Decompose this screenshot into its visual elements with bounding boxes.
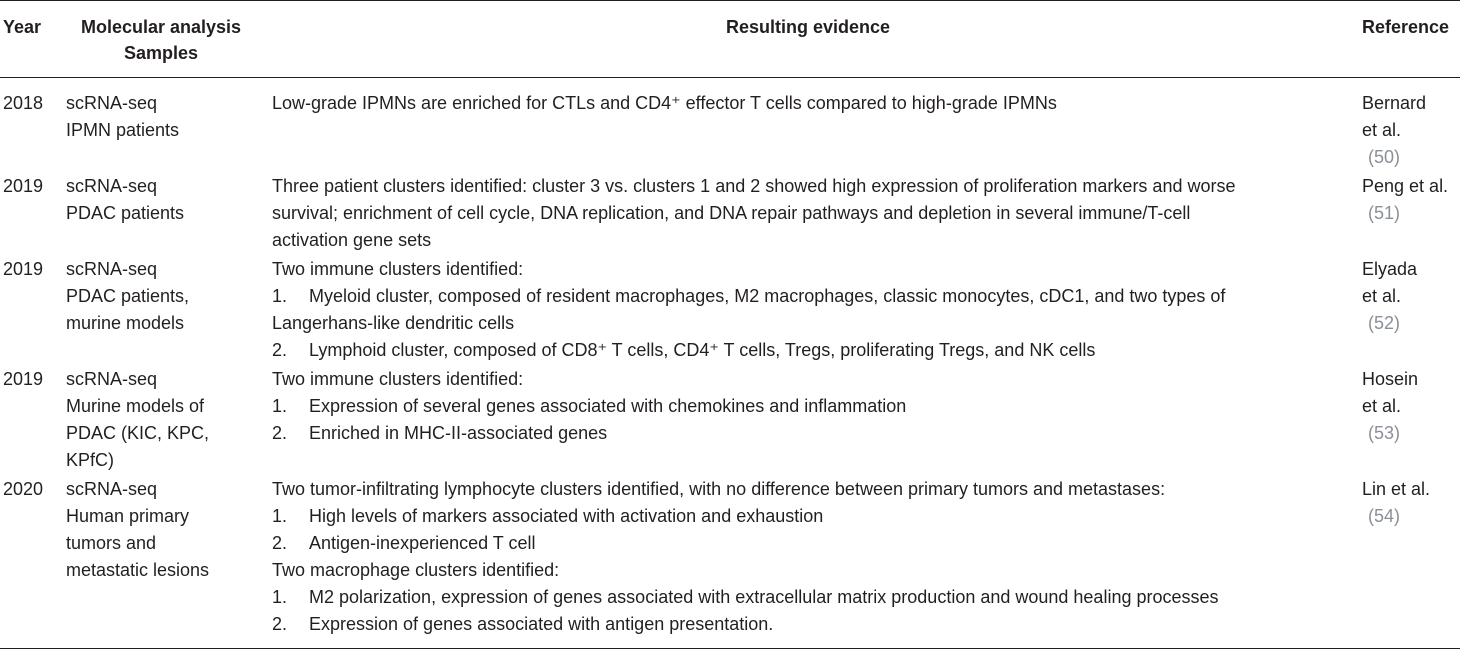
sample-line: tumors and <box>66 533 157 553</box>
citation-link[interactable]: (52) <box>1368 313 1401 333</box>
sample-line: Murine models of <box>66 396 205 416</box>
list-number: 2. <box>272 423 288 443</box>
ref-line: Elyada <box>1362 259 1418 279</box>
citation-link[interactable]: (50) <box>1368 147 1401 167</box>
row-reference <box>1362 366 1460 447</box>
list-text: Expression of several genes associated with chemokines and inflammation <box>309 396 907 416</box>
evidence-intro: Two macrophage clusters identified: <box>272 560 560 580</box>
header-year: Year <box>3 17 42 37</box>
list-item <box>272 530 1337 557</box>
row-reference <box>1362 476 1460 530</box>
citation-link[interactable]: (54) <box>1368 506 1401 526</box>
row-samples <box>66 366 256 474</box>
ref-line: Peng et al. <box>1362 176 1449 196</box>
sample-line: scRNA-seq <box>66 93 158 113</box>
list-text: Enriched in MHC-II-associated genes <box>309 423 608 443</box>
row-year: 2019 <box>3 259 44 279</box>
row-year: 2018 <box>3 93 44 113</box>
row-reference <box>1362 90 1460 171</box>
list-item <box>272 503 1337 530</box>
list-text: High levels of markers associated with activation and exhaustion <box>309 506 824 526</box>
list-item <box>272 584 1337 611</box>
row-samples <box>66 256 256 337</box>
ref-line: et al. <box>1362 396 1402 416</box>
evidence-line: Low-grade IPMNs are enriched for CTLs and CD4⁺ effector T cells compared to high-grade IPMNs <box>272 93 1057 113</box>
list-item <box>272 283 1337 310</box>
sample-line: PDAC (KIC, KPC, <box>66 423 210 443</box>
list-number: 2. <box>272 614 288 634</box>
citation-link[interactable]: (53) <box>1368 423 1401 443</box>
list-number: 1. <box>272 396 288 416</box>
header-samples-line: Samples <box>123 43 199 63</box>
row-evidence <box>272 366 1337 447</box>
ref-line: Bernard <box>1362 93 1427 113</box>
citation-link[interactable]: (51) <box>1368 203 1401 223</box>
sample-line: IPMN patients <box>66 120 180 140</box>
sample-line: KPfC) <box>66 450 115 470</box>
sample-line: murine models <box>66 313 185 333</box>
sample-line: Human primary <box>66 506 190 526</box>
list-item <box>272 420 1337 447</box>
header-rule <box>0 77 1460 78</box>
header-molecular-line: Molecular analysis <box>80 17 242 37</box>
sample-line: PDAC patients, <box>66 286 190 306</box>
list-text: Myeloid cluster, composed of resident macrophages, M2 macrophages, classic monocytes, cDC1, and two types of <box>309 286 1226 306</box>
row-evidence <box>272 476 1337 638</box>
list-number: 1. <box>272 506 288 526</box>
header-evidence: Resulting evidence <box>725 17 891 37</box>
sample-line: scRNA-seq <box>66 176 158 196</box>
row-year: 2020 <box>3 479 44 499</box>
ref-line: et al. <box>1362 286 1402 306</box>
sample-line: scRNA-seq <box>66 479 158 499</box>
evidence-line: survival; enrichment of cell cycle, DNA replication, and DNA repair pathways and depletion in several immune/T-cell <box>272 203 1191 223</box>
list-text-continued: Langerhans-like dendritic cells <box>272 313 515 333</box>
header-molecular-analysis <box>66 14 256 66</box>
row-reference <box>1362 256 1460 337</box>
list-number: 1. <box>272 587 288 607</box>
row-evidence <box>272 90 1337 117</box>
sample-line: PDAC patients <box>66 203 185 223</box>
list-number: 2. <box>272 533 288 553</box>
list-text: Lymphoid cluster, composed of CD8⁺ T cells, CD4⁺ T cells, Tregs, proliferating Tregs, and NK cells <box>309 340 1096 360</box>
ref-line: et al. <box>1362 120 1402 140</box>
evidence-intro: Two tumor-infiltrating lymphocyte clusters identified, with no difference between primary tumors and metastases: <box>272 479 1166 499</box>
row-samples <box>66 90 256 144</box>
ref-line: Hosein <box>1362 369 1419 389</box>
list-text: M2 polarization, expression of genes associated with extracellular matrix production and wound healing processes <box>309 587 1219 607</box>
row-year: 2019 <box>3 176 44 196</box>
sample-line: scRNA-seq <box>66 369 158 389</box>
sample-line: metastatic lesions <box>66 560 210 580</box>
ref-line: Lin et al. <box>1362 479 1431 499</box>
row-year: 2019 <box>3 369 44 389</box>
bottom-rule <box>0 648 1460 649</box>
row-evidence <box>272 173 1337 254</box>
list-item <box>272 337 1337 364</box>
evidence-intro: Two immune clusters identified: <box>272 369 524 389</box>
list-text: Antigen-inexperienced T cell <box>309 533 536 553</box>
row-samples <box>66 173 256 227</box>
sample-line: scRNA-seq <box>66 259 158 279</box>
list-item <box>272 611 1337 638</box>
evidence-intro: Two immune clusters identified: <box>272 259 524 279</box>
top-rule <box>0 0 1460 1</box>
list-item <box>272 393 1337 420</box>
evidence-line: Three patient clusters identified: cluster 3 vs. clusters 1 and 2 showed high expression of proliferation markers and worse <box>272 176 1236 196</box>
header-reference: Reference <box>1362 17 1450 37</box>
list-number: 2. <box>272 340 288 360</box>
row-samples <box>66 476 256 584</box>
evidence-line: activation gene sets <box>272 230 432 250</box>
row-reference <box>1362 173 1460 227</box>
list-number: 1. <box>272 286 288 306</box>
list-text: Expression of genes associated with antigen presentation. <box>309 614 774 634</box>
row-evidence <box>272 256 1337 364</box>
